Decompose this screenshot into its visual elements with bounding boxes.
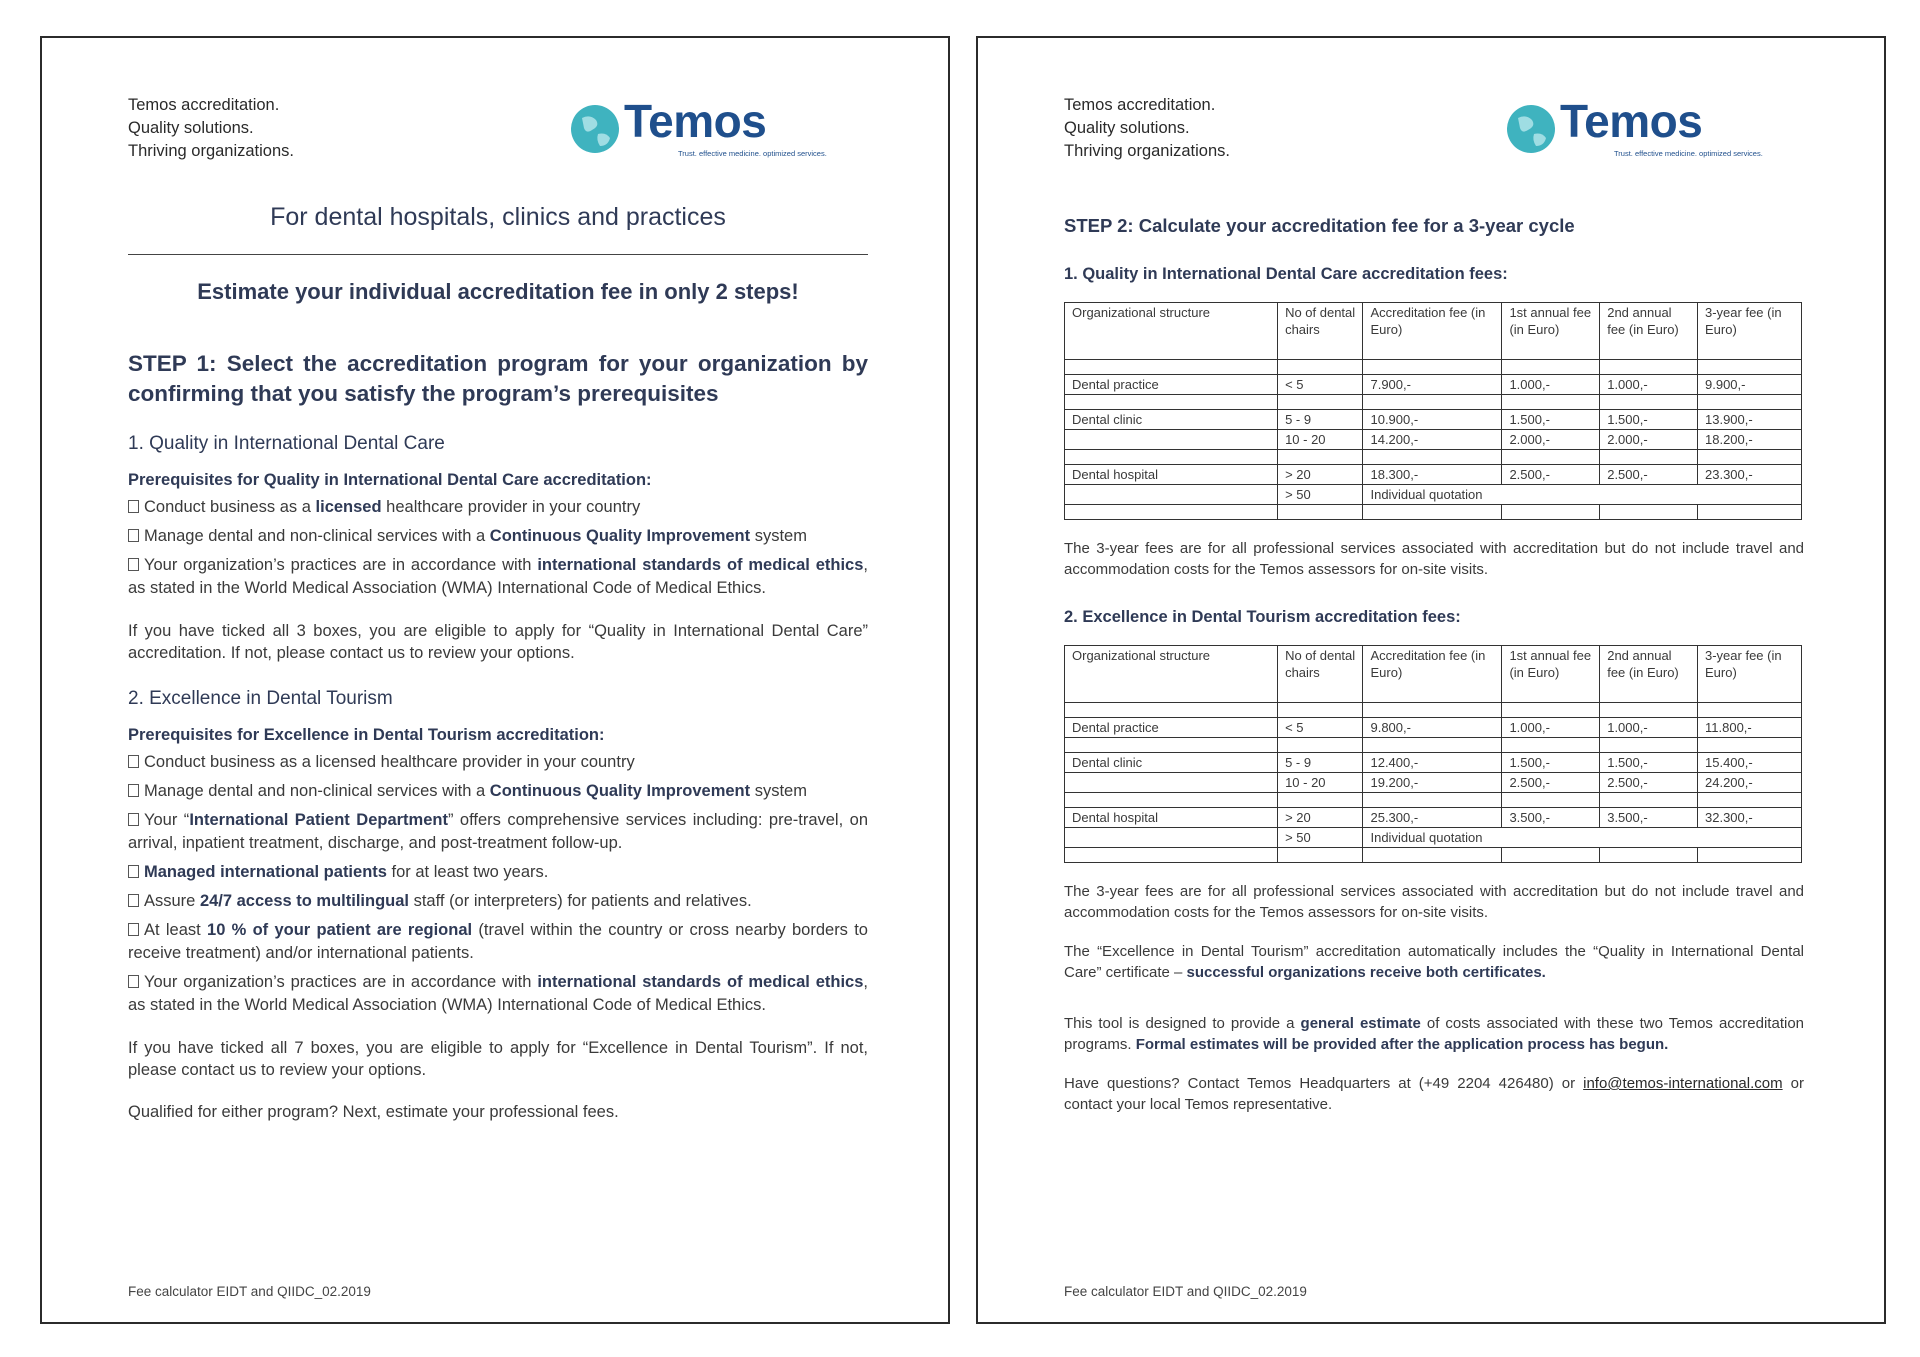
footer: Fee calculator EIDT and QIIDC_02.2019 xyxy=(1064,1284,1307,1299)
table-cell xyxy=(1278,505,1363,520)
table-cell: 1st annual fee (in Euro) xyxy=(1502,303,1600,360)
table-row xyxy=(1065,808,1802,828)
checklist-item-text: Your organization’s practices are in accordance with xyxy=(144,556,538,574)
table-cell: 2.500,- xyxy=(1502,773,1600,793)
table-cell xyxy=(1698,360,1802,375)
table-cell: Accreditation fee (in Euro) xyxy=(1363,303,1502,360)
table-cell: 2nd annual fee (in Euro) xyxy=(1600,303,1698,360)
table-cell xyxy=(1278,848,1363,863)
eidt-prereq-label: Prerequisites for Excellence in Dental Tourism accreditation: xyxy=(128,726,605,744)
table-cell xyxy=(1363,395,1502,410)
table-cell xyxy=(1698,450,1802,465)
checklist-item-bold: Managed international patients xyxy=(144,863,387,881)
table-cell xyxy=(1698,848,1802,863)
table-cell: 1.500,- xyxy=(1600,753,1698,773)
table-cell xyxy=(1065,738,1278,753)
checklist-item-bold: international standards of medical ethics xyxy=(537,556,864,574)
eidt-conclusion: If you have ticked all 7 boxes, you are eligible to apply for “Excellence in Dental Tourism”. If not, please contact us to review your options. xyxy=(128,1039,868,1079)
table-cell: Individual quotation xyxy=(1363,828,1802,848)
page-right xyxy=(976,36,1886,1324)
page-subtitle: Estimate your individual accreditation fee in only 2 steps! xyxy=(197,279,799,304)
table-cell xyxy=(1502,703,1600,718)
table-cell xyxy=(1363,360,1502,375)
table-cell xyxy=(1065,430,1278,450)
checklist-item-text: staff (or interpreters) for patients and relatives. xyxy=(409,892,752,910)
table-cell xyxy=(1065,360,1278,375)
table-cell: Organizational structure xyxy=(1065,303,1278,360)
checkbox[interactable] xyxy=(128,975,139,988)
table-cell: 3.500,- xyxy=(1600,808,1698,828)
table-cell xyxy=(1363,793,1502,808)
table-cell xyxy=(1278,395,1363,410)
table-cell: 1.000,- xyxy=(1600,375,1698,395)
table-cell xyxy=(1698,793,1802,808)
qidc-fee-note: The 3-year fees are for all professional services associated with accreditation but do not include travel and accommodation costs for the Temos assessors for on-site visits. xyxy=(1064,540,1804,578)
checklist-item-text: , as stated in the World Medical Association (WMA) International Code of Medical Ethics. xyxy=(128,556,868,597)
table-cell xyxy=(1502,793,1600,808)
table-cell: Dental clinic xyxy=(1065,753,1278,773)
table-header-row xyxy=(1065,646,1802,703)
checklist-item-text: Assure xyxy=(144,892,200,910)
includes-note xyxy=(1064,941,1804,983)
table-cell: 2.500,- xyxy=(1600,773,1698,793)
table-cell xyxy=(1502,848,1600,863)
table-spacer-row xyxy=(1065,450,1802,465)
table-spacer-row xyxy=(1065,395,1802,410)
footer: Fee calculator EIDT and QIIDC_02.2019 xyxy=(128,1284,371,1299)
checklist-item-text: Your “ xyxy=(144,811,190,829)
logo-slogan: Trust. effective medicine. optimized services. xyxy=(1614,149,1763,158)
table-cell xyxy=(1363,505,1502,520)
table-cell: > 20 xyxy=(1278,465,1363,485)
checklist-item-bold: 10 % of your patient are regional xyxy=(207,921,473,939)
includes-bold: successful organizations receive both certificates. xyxy=(1186,964,1546,981)
table-cell xyxy=(1502,505,1600,520)
table-spacer-row xyxy=(1065,848,1802,863)
checklist-item xyxy=(128,919,868,965)
email-link[interactable]: info@temos-international.com xyxy=(1583,1075,1783,1092)
table-cell: 1.000,- xyxy=(1502,375,1600,395)
tagline-line: Thriving organizations. xyxy=(128,142,294,160)
checklist-item-text: At least xyxy=(144,921,208,939)
qidc-heading: 1. Quality in International Dental Care xyxy=(128,433,445,454)
tagline-line: Quality solutions. xyxy=(128,119,254,137)
table-cell: 10 - 20 xyxy=(1278,430,1363,450)
table-cell: 2nd annual fee (in Euro) xyxy=(1600,646,1698,703)
checkbox[interactable] xyxy=(128,894,139,907)
tagline xyxy=(128,94,868,163)
table-cell: > 50 xyxy=(1278,828,1363,848)
table-cell xyxy=(1600,450,1698,465)
table-cell: 7.900,- xyxy=(1363,375,1502,395)
table-cell xyxy=(1065,485,1278,505)
table-cell xyxy=(1600,848,1698,863)
checklist-item-text: ” offers comprehensive services including: pre-travel, on arrival, inpatient treatment, discharge, and post-treatment follow-up. xyxy=(128,811,869,852)
table-cell: 3-year fee (in Euro) xyxy=(1698,646,1802,703)
table-cell xyxy=(1065,848,1278,863)
table-cell: 19.200,- xyxy=(1363,773,1502,793)
includes-text: The “Excellence in Dental Tourism” accreditation automatically includes the “Quality in International Dental Care” certificate – xyxy=(1064,943,1804,981)
logo-slogan: Trust. effective medicine. optimized services. xyxy=(678,149,827,158)
eidt-heading: 2. Excellence in Dental Tourism xyxy=(128,688,393,709)
table-spacer-row xyxy=(1065,738,1802,753)
qidc-fees-heading: 1. Quality in International Dental Care accreditation fees: xyxy=(1064,265,1508,283)
table-cell: < 5 xyxy=(1278,375,1363,395)
table-cell: 11.800,- xyxy=(1698,718,1802,738)
table-cell xyxy=(1363,450,1502,465)
table-cell xyxy=(1065,395,1278,410)
table-cell xyxy=(1278,793,1363,808)
table-cell xyxy=(1065,773,1278,793)
table-cell xyxy=(1502,450,1600,465)
page-title: For dental hospitals, clinics and practices xyxy=(270,203,726,231)
step1-heading: STEP 1: Select the accreditation program for your organization by confirming that you satisfy the program’s prerequisites xyxy=(128,351,868,406)
table-row xyxy=(1065,718,1802,738)
table-cell xyxy=(1698,738,1802,753)
table-cell xyxy=(1600,505,1698,520)
checklist-item xyxy=(128,971,868,1017)
checklist-item-text: Conduct business as a xyxy=(144,498,316,516)
qidc-checklist xyxy=(128,496,868,600)
checklist-item xyxy=(128,890,868,913)
checklist-item-bold: Continuous Quality Improvement xyxy=(489,527,751,545)
table-cell: 32.300,- xyxy=(1698,808,1802,828)
table-cell xyxy=(1278,450,1363,465)
contact-text: Have questions? Contact Temos Headquarters at (+49 2204 426480) or xyxy=(1064,1075,1584,1092)
tagline-line: Quality solutions. xyxy=(1064,119,1190,137)
table-cell xyxy=(1502,738,1600,753)
checklist-item-bold: 24/7 access to multilingual xyxy=(199,892,410,910)
table-cell: 3.500,- xyxy=(1502,808,1600,828)
page-left xyxy=(40,36,950,1324)
checkbox[interactable] xyxy=(128,813,139,826)
checklist-item xyxy=(128,780,868,803)
table-cell: 2.500,- xyxy=(1600,465,1698,485)
table-cell: 23.300,- xyxy=(1698,465,1802,485)
table-cell: > 50 xyxy=(1278,485,1363,505)
checklist-item-text: for at least two years. xyxy=(386,863,549,881)
table-spacer-row xyxy=(1065,703,1802,718)
table-cell xyxy=(1600,738,1698,753)
table-cell: 1st annual fee (in Euro) xyxy=(1502,646,1600,703)
checkbox[interactable] xyxy=(128,865,139,878)
contact-note xyxy=(1064,1073,1804,1115)
table-cell: 18.200,- xyxy=(1698,430,1802,450)
logo-wordmark: Temos xyxy=(1560,95,1703,147)
checklist-item-bold: licensed xyxy=(315,498,382,516)
table-row xyxy=(1065,410,1802,430)
table-cell: 25.300,- xyxy=(1363,808,1502,828)
table-row xyxy=(1065,828,1802,848)
table-cell xyxy=(1278,360,1363,375)
checklist-item xyxy=(128,751,868,774)
table-cell: 2.000,- xyxy=(1600,430,1698,450)
table-cell: > 20 xyxy=(1278,808,1363,828)
checklist-item-text: system xyxy=(750,527,807,545)
table-cell: 18.300,- xyxy=(1363,465,1502,485)
table-cell: Accreditation fee (in Euro) xyxy=(1363,646,1502,703)
checklist-item-text: (travel within the country or cross nearby borders to receive treatment) and/or international patients. xyxy=(128,921,868,962)
checklist-item-text: system xyxy=(750,782,807,800)
table-cell xyxy=(1502,360,1600,375)
tool-text: of costs associated with these two Temos accreditation programs. xyxy=(1064,1015,1804,1053)
step2-heading: STEP 2: Calculate your accreditation fee for a 3-year cycle xyxy=(1064,215,1575,236)
table-cell: Dental clinic xyxy=(1065,410,1278,430)
table-cell: 2.000,- xyxy=(1502,430,1600,450)
table-cell: 1.500,- xyxy=(1502,753,1600,773)
next-step-text: Qualified for either program? Next, estimate your professional fees. xyxy=(128,1103,619,1121)
table-spacer-row xyxy=(1065,505,1802,520)
checklist-item xyxy=(128,861,868,884)
tool-bold: Formal estimates will be provided after the application process has begun. xyxy=(1135,1036,1669,1053)
table-cell: Dental hospital xyxy=(1065,465,1278,485)
divider xyxy=(128,254,868,255)
eidt-fee-table xyxy=(1064,645,1802,863)
table-cell: 14.200,- xyxy=(1363,430,1502,450)
table-header-row xyxy=(1065,303,1802,360)
table-spacer-row xyxy=(1065,793,1802,808)
table-cell: Dental practice xyxy=(1065,375,1278,395)
eidt-checklist xyxy=(128,751,868,1017)
checklist-item-bold: international standards of medical ethics xyxy=(537,973,864,991)
eidt-fees-heading: 2. Excellence in Dental Tourism accreditation fees: xyxy=(1064,608,1461,626)
table-cell: Organizational structure xyxy=(1065,646,1278,703)
table-cell: 13.900,- xyxy=(1698,410,1802,430)
table-cell: 12.400,- xyxy=(1363,753,1502,773)
tagline xyxy=(1064,94,1804,163)
checkbox[interactable] xyxy=(128,558,139,571)
table-cell: < 5 xyxy=(1278,718,1363,738)
table-cell xyxy=(1278,703,1363,718)
logo-wordmark: Temos xyxy=(624,95,767,147)
table-spacer-row xyxy=(1065,360,1802,375)
checklist-item-text: , as stated in the World Medical Association (WMA) International Code of Medical Ethics. xyxy=(128,973,868,1014)
table-row xyxy=(1065,773,1802,793)
checklist-item-text: healthcare provider in your country xyxy=(381,498,641,516)
checkbox[interactable] xyxy=(128,529,139,542)
qidc-conclusion: If you have ticked all 3 boxes, you are eligible to apply for “Quality in International Dental Care” accreditation. If not, please contact us to review your options. xyxy=(128,622,868,662)
table-cell: 2.500,- xyxy=(1502,465,1600,485)
table-cell: 10.900,- xyxy=(1363,410,1502,430)
checklist-item xyxy=(128,525,868,548)
table-row xyxy=(1065,465,1802,485)
table-cell xyxy=(1600,703,1698,718)
table-cell: Dental hospital xyxy=(1065,808,1278,828)
qidc-prereq-label: Prerequisites for Quality in International Dental Care accreditation: xyxy=(128,471,652,489)
table-cell xyxy=(1278,738,1363,753)
table-cell xyxy=(1600,395,1698,410)
table-row xyxy=(1065,485,1802,505)
table-cell: 10 - 20 xyxy=(1278,773,1363,793)
checklist-item-text: Conduct business as a licensed healthcare provider in your country xyxy=(144,753,635,771)
checkbox[interactable] xyxy=(128,784,139,797)
checklist-item xyxy=(128,809,868,855)
table-row xyxy=(1065,375,1802,395)
table-cell: 1.500,- xyxy=(1600,410,1698,430)
table-cell: 1.500,- xyxy=(1502,410,1600,430)
tool-text: This tool is designed to provide a xyxy=(1064,1015,1301,1032)
table-cell xyxy=(1065,450,1278,465)
table-cell: 1.000,- xyxy=(1502,718,1600,738)
table-cell xyxy=(1698,505,1802,520)
qidc-fee-table xyxy=(1064,302,1802,520)
table-cell xyxy=(1698,703,1802,718)
table-cell xyxy=(1065,793,1278,808)
table-cell xyxy=(1502,395,1600,410)
table-row xyxy=(1065,430,1802,450)
eidt-fee-note: The 3-year fees are for all professional services associated with accreditation but do not include travel and accommodation costs for the Temos assessors for on-site visits. xyxy=(1064,883,1804,921)
checkbox[interactable] xyxy=(128,755,139,768)
checklist-item-text: Manage dental and non-clinical services with a xyxy=(144,782,490,800)
table-cell: No of dental chairs xyxy=(1278,303,1363,360)
table-cell: 9.900,- xyxy=(1698,375,1802,395)
table-cell xyxy=(1363,738,1502,753)
table-cell xyxy=(1065,505,1278,520)
table-row xyxy=(1065,753,1802,773)
table-cell xyxy=(1065,703,1278,718)
table-cell xyxy=(1600,360,1698,375)
tagline-line: Temos accreditation. xyxy=(1064,96,1216,114)
table-cell xyxy=(1065,828,1278,848)
table-cell: 5 - 9 xyxy=(1278,410,1363,430)
tagline-line: Temos accreditation. xyxy=(128,96,280,114)
table-cell xyxy=(1600,793,1698,808)
tool-bold: general estimate xyxy=(1300,1015,1421,1032)
table-cell: Individual quotation xyxy=(1363,485,1802,505)
checkbox[interactable] xyxy=(128,923,139,936)
table-cell: 1.000,- xyxy=(1600,718,1698,738)
checklist-item-bold: International Patient Department xyxy=(189,811,448,829)
tool-note xyxy=(1064,1013,1804,1055)
checklist-item xyxy=(128,554,868,600)
checklist-item-bold: Continuous Quality Improvement xyxy=(489,782,751,800)
table-cell: No of dental chairs xyxy=(1278,646,1363,703)
checklist-item xyxy=(128,496,868,519)
table-cell: Dental practice xyxy=(1065,718,1278,738)
contact-text: or contact your local Temos representative. xyxy=(1064,1075,1804,1113)
table-cell: 24.200,- xyxy=(1698,773,1802,793)
table-cell xyxy=(1698,395,1802,410)
table-cell xyxy=(1363,848,1502,863)
checklist-item-text: Your organization’s practices are in accordance with xyxy=(144,973,538,991)
table-cell: 5 - 9 xyxy=(1278,753,1363,773)
table-cell: 15.400,- xyxy=(1698,753,1802,773)
checkbox[interactable] xyxy=(128,500,139,513)
checklist-item-text: Manage dental and non-clinical services with a xyxy=(144,527,490,545)
tagline-line: Thriving organizations. xyxy=(1064,142,1230,160)
table-cell xyxy=(1363,703,1502,718)
table-cell: 9.800,- xyxy=(1363,718,1502,738)
table-cell: 3-year fee (in Euro) xyxy=(1698,303,1802,360)
